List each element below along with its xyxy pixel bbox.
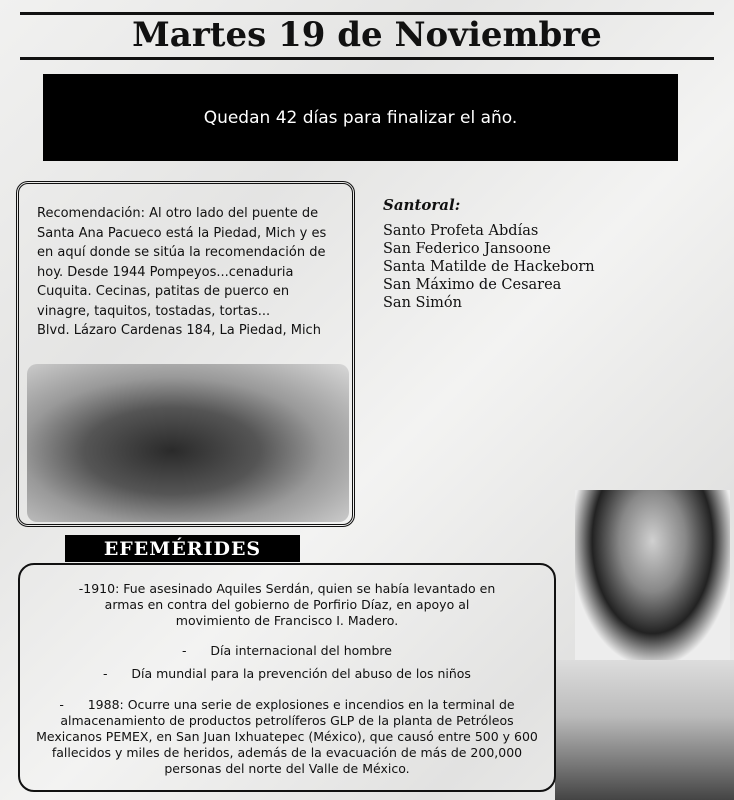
efemeride-item: -1910: Fue asesinado Aquiles Serdán, quien se había levantado en armas en contra del gobierno de Porfirio Díaz, en apoyo al movimiento de Francisco I. Madero. [78, 581, 496, 628]
rec-line: Recomendación: Al otro lado del puente de [37, 206, 319, 221]
efemerides-heading: EFEMÉRIDES [65, 535, 300, 562]
saint-item: San Federico Jansoone [383, 241, 551, 257]
santoral-section [383, 196, 595, 312]
saint-item: San Máximo de Cesarea [383, 277, 562, 293]
food-photo [27, 364, 349, 522]
efemerides-box [18, 563, 556, 792]
page-title: Martes 19 de Noviembre [132, 15, 602, 55]
efemeride-item: - 1988: Ocurre una serie de explosiones e incendios en la terminal de almacenamiento de productos petrolíferos GLP de la planta de Petróleos Mexicanos PEMEX, en San Juan Ixhuatepec (México), que causó entre 500 y 600 fallecidos y miles de heridos, además de la evacuación de más de 200,000 personas del norte del Valle de México. [36, 697, 542, 776]
banner-text: Quedan 42 días para finalizar el año. [203, 107, 518, 128]
recommendation-text [37, 204, 357, 341]
saint-item: Santa Matilde de Hackeborn [383, 259, 595, 275]
recommendation-box [16, 181, 355, 527]
santoral-heading: Santoral: [383, 196, 461, 214]
rec-line: vinagre, taquitos, tostadas, tortas... [37, 303, 271, 319]
top-rule [20, 12, 714, 15]
bottom-rule [20, 57, 714, 60]
portrait-photo [575, 490, 730, 660]
efemeride-item: - Día mundial para la prevención del abuso de los niños [103, 666, 471, 681]
rec-line: hoy. Desde 1944 Pompeyos...cenaduria [37, 264, 294, 280]
rec-line: Santa Ana Pacueco está la Piedad, Mich y es [37, 225, 327, 241]
days-remaining-banner [43, 74, 678, 161]
rec-line: Cuquita. Cecinas, patitas de puerco en [37, 284, 290, 299]
rec-line: Blvd. Lázaro Cardenas 184, La Piedad, Mich [37, 323, 321, 338]
efemeride-item: - Día internacional del hombre [182, 643, 392, 658]
refinery-photo [555, 660, 734, 800]
saint-item: Santo Profeta Abdías [383, 223, 539, 239]
rec-line: en aquí donde se sitúa la recomendación de [37, 245, 326, 260]
saint-item: San Simón [383, 295, 462, 311]
